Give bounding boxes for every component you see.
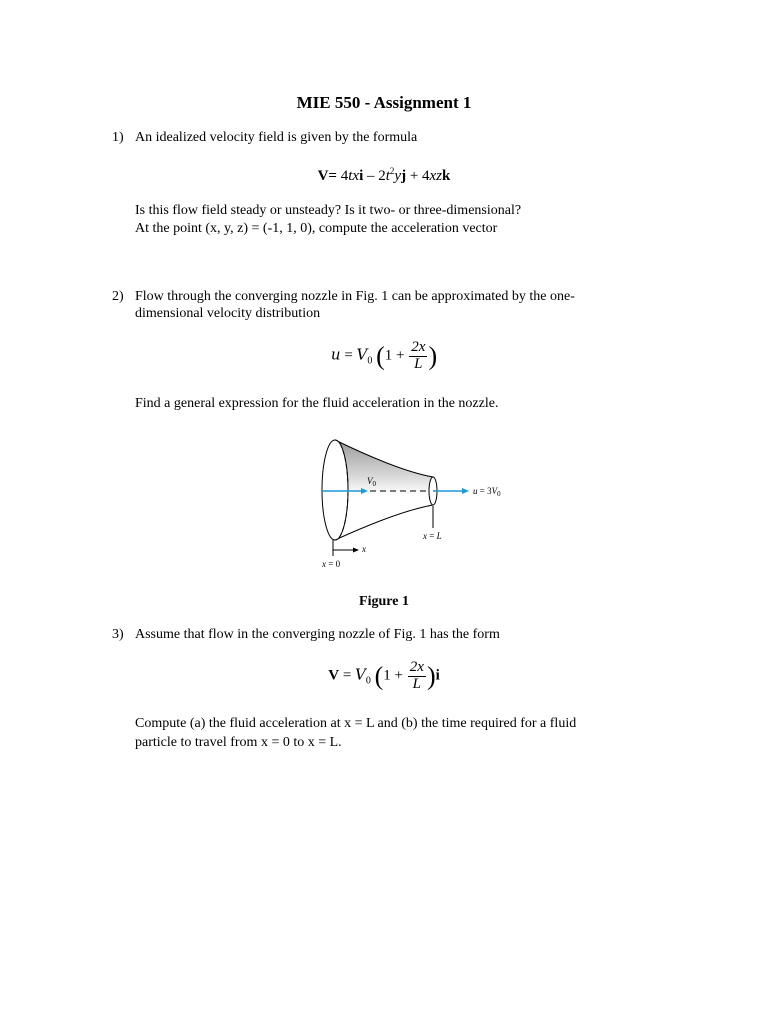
q3-intro: Assume that flow in the converging nozzle of Fig. 1 has the form (135, 627, 500, 642)
q2-number: 2) (112, 289, 124, 304)
q3-after-line2: particle to travel from x = 0 to x = L. (135, 735, 342, 750)
q2-line1: Flow through the converging nozzle in Fig. 1 can be approximated by the one- (135, 289, 575, 304)
figure-caption: Figure 1 (359, 594, 409, 609)
q1-intro: An idealized velocity field is given by the formula (135, 130, 418, 145)
label-x-equals-l: x = L (423, 531, 442, 541)
q2-equation: $u = V_0$ (1 + $\frac{2x}{L}$ ) (330, 339, 438, 372)
q2-line2: dimensional velocity distribution (135, 306, 321, 321)
label-u-outlet: $u = 3V_0$ (473, 486, 501, 498)
q3-number: 3) (112, 627, 124, 642)
nozzle-body (335, 440, 433, 540)
q1-equation-lhs: V= (317, 168, 337, 184)
q3-after-line1: Compute (a) the fluid acceleration at x = L and (b) the time required for a fluid (135, 716, 577, 731)
nozzle-figure (310, 432, 520, 582)
q1-equation: $V= 4txi - 2t^2yj + 4xzk$ (317, 166, 451, 184)
label-x-equals-0: x = 0 (322, 559, 341, 569)
label-x: x (362, 544, 366, 554)
q1-acceleration-line: At the point (x, y, z) = (-1, 1, 0), compute the acceleration vector (135, 221, 498, 236)
page-title: MIE 550 - Assignment 1 (296, 93, 472, 112)
q3-equation: $V = V_0$ (1 + $\frac{2x}{L}$ )i (328, 659, 440, 692)
q2-after: Find a general expression for the fluid acceleration in the nozzle. (135, 396, 499, 411)
label-v0: $V_0$ (367, 476, 376, 488)
q1-question-line: Is this flow field steady or unsteady? Is it two- or three-dimensional? (135, 203, 522, 218)
q1-number: 1) (112, 130, 124, 145)
nozzle-inlet (322, 440, 348, 540)
